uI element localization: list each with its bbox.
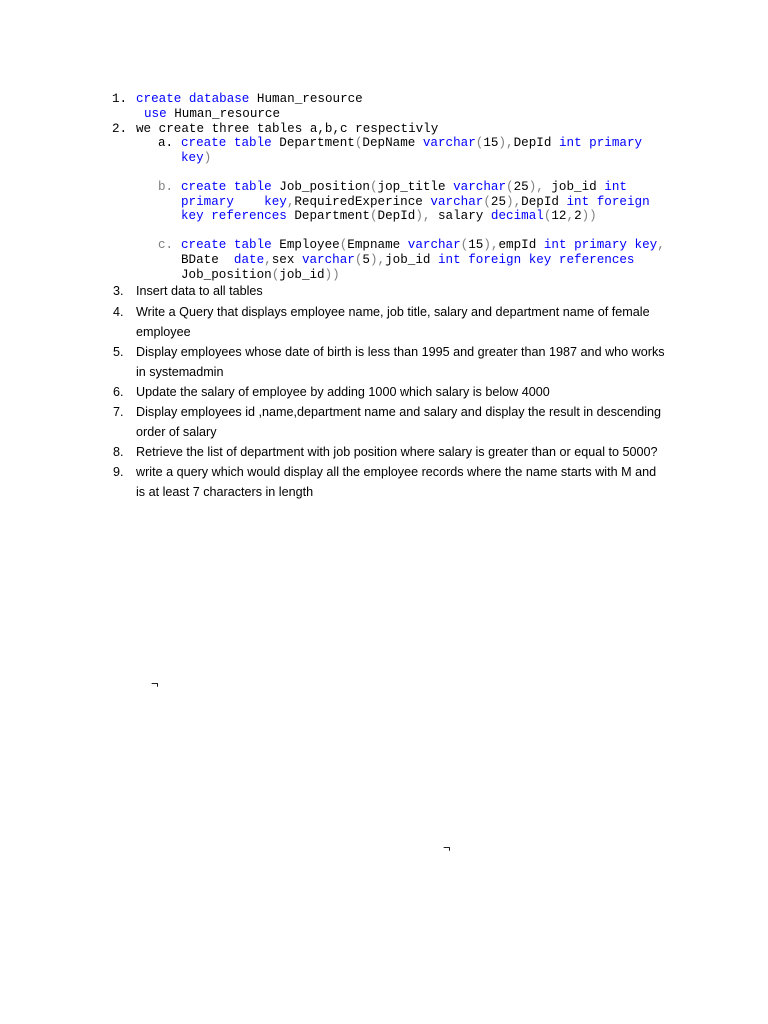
code-token: ( bbox=[369, 180, 378, 194]
code-token: key references bbox=[181, 209, 287, 223]
code-token: , bbox=[566, 209, 575, 223]
code-token: 2 bbox=[574, 209, 582, 223]
code-token: RequiredExperince bbox=[294, 195, 431, 209]
item-4-text-line-1: Write a Query that displays employee name, job title, salary and department name of female bbox=[136, 305, 650, 319]
item-9-text-line-1: write a query which would display all the employee records where the name starts with M and bbox=[136, 465, 657, 479]
item-2-text: we create three tables a,b,c respectivly bbox=[136, 122, 439, 136]
item-6-number: 6. bbox=[113, 385, 124, 399]
item-5-number: 5. bbox=[113, 345, 124, 359]
code-token: 15 bbox=[468, 238, 484, 252]
code-token: primary key bbox=[181, 195, 287, 209]
code-token: Employee bbox=[271, 238, 340, 252]
code-token: varchar bbox=[453, 180, 506, 194]
code-token: 15 bbox=[483, 136, 499, 150]
code-employee-line-1 bbox=[181, 238, 665, 253]
code-token: Department bbox=[286, 209, 370, 223]
code-token: decimal bbox=[490, 209, 544, 223]
code-line-use-database bbox=[144, 107, 280, 122]
item-3-text: Insert data to all tables bbox=[136, 284, 263, 298]
stray-mark-1: ¬ bbox=[151, 676, 159, 691]
sub-item-a-letter: a. bbox=[158, 136, 174, 150]
code-token: int bbox=[604, 180, 627, 194]
code-token: 25 bbox=[513, 180, 529, 194]
code-department-line-1 bbox=[181, 136, 642, 151]
code-token: ), bbox=[369, 253, 386, 267]
item-8-text: Retrieve the list of department with job position where salary is greater than or equal to 5000? bbox=[136, 445, 658, 459]
code-job-position-line-1 bbox=[181, 180, 627, 195]
code-token: , bbox=[264, 253, 272, 267]
code-token: ( bbox=[339, 238, 348, 252]
code-token: varchar bbox=[407, 238, 461, 252]
code-token: varchar bbox=[301, 253, 355, 267]
item-3-number: 3. bbox=[113, 284, 124, 298]
code-token: create database bbox=[136, 92, 250, 106]
code-token: ( bbox=[475, 136, 484, 150]
code-department-line-2 bbox=[181, 151, 211, 166]
item-8-number: 8. bbox=[113, 445, 124, 459]
code-token: 5 bbox=[362, 253, 370, 267]
code-token: DepId bbox=[521, 195, 567, 209]
code-token: Job_position bbox=[181, 268, 272, 282]
code-token: , bbox=[286, 195, 295, 209]
code-token: date bbox=[233, 253, 265, 267]
code-employee-line-2 bbox=[181, 253, 635, 268]
code-token: empId bbox=[498, 238, 544, 252]
item-9-number: 9. bbox=[113, 465, 124, 479]
code-token: ), bbox=[506, 195, 522, 209]
code-token: )) bbox=[324, 268, 340, 282]
code-token: create table bbox=[181, 180, 272, 194]
code-token: key bbox=[181, 151, 204, 165]
stray-mark-2: ¬ bbox=[443, 840, 451, 855]
code-token: 25 bbox=[490, 195, 507, 209]
code-token: int primary bbox=[558, 136, 643, 150]
code-token: ), bbox=[415, 209, 431, 223]
code-token: varchar bbox=[430, 195, 484, 209]
code-token: DepName bbox=[362, 136, 423, 150]
code-token: 12 bbox=[551, 209, 567, 223]
code-line-create-database bbox=[136, 92, 363, 107]
code-token: jop_title bbox=[377, 180, 454, 194]
code-token: , bbox=[657, 238, 665, 252]
code-token: Human_resource bbox=[249, 92, 363, 106]
code-token: Department bbox=[271, 136, 355, 150]
item-2-number: 2. bbox=[112, 122, 128, 136]
code-token: Human_resource bbox=[166, 107, 281, 121]
sub-item-c-letter: c. bbox=[158, 238, 174, 252]
code-token: ), bbox=[528, 180, 544, 194]
code-token: DepId bbox=[513, 136, 559, 150]
item-7-text-line-1: Display employees id ,name,department name and salary and display the result in descending bbox=[136, 405, 662, 419]
code-token: )) bbox=[581, 209, 597, 223]
code-token: ( bbox=[271, 268, 280, 282]
code-token: ) bbox=[203, 151, 212, 165]
code-job-position-line-3 bbox=[181, 209, 597, 224]
code-token: ( bbox=[506, 180, 514, 194]
item-1-number: 1. bbox=[112, 92, 128, 106]
code-token: create table bbox=[181, 136, 272, 150]
item-9-text-line-2: is at least 7 characters in length bbox=[136, 485, 314, 499]
code-token: ( bbox=[354, 253, 363, 267]
code-token: sex bbox=[271, 253, 302, 267]
item-7-number: 7. bbox=[113, 405, 124, 419]
sub-item-b-letter: b. bbox=[158, 180, 174, 194]
code-token: ( bbox=[369, 209, 378, 223]
item-4-text-line-2: employee bbox=[136, 325, 191, 339]
code-token: job_id bbox=[385, 253, 438, 267]
code-token: int foreign bbox=[566, 195, 650, 209]
code-token: job_id bbox=[279, 268, 325, 282]
code-token: int primary key bbox=[543, 238, 658, 252]
item-5-text-line-2: in systemadmin bbox=[136, 365, 224, 379]
item-5-text-line-1: Display employees whose date of birth is less than 1995 and greater than 1987 and who works bbox=[136, 345, 665, 359]
code-token: salary bbox=[430, 209, 491, 223]
code-job-position-line-2 bbox=[181, 195, 650, 210]
code-token: ), bbox=[498, 136, 514, 150]
item-4-number: 4. bbox=[113, 305, 124, 319]
code-token: Job_position bbox=[271, 180, 370, 194]
code-token: ( bbox=[354, 136, 363, 150]
code-token: create table bbox=[181, 238, 272, 252]
code-token: BDate bbox=[181, 253, 234, 267]
code-token: Empname bbox=[347, 238, 408, 252]
code-token: DepId bbox=[377, 209, 416, 223]
code-token: job_id bbox=[543, 180, 605, 194]
code-token: ( bbox=[483, 195, 491, 209]
code-token: int foreign key references bbox=[438, 253, 635, 267]
code-token: ( bbox=[460, 238, 469, 252]
code-token: ), bbox=[483, 238, 499, 252]
code-token: ( bbox=[543, 209, 552, 223]
code-token: varchar bbox=[422, 136, 476, 150]
item-7-text-line-2: order of salary bbox=[136, 425, 217, 439]
code-token: use bbox=[144, 107, 167, 121]
item-6-text: Update the salary of employee by adding 1000 which salary is below 4000 bbox=[136, 385, 550, 399]
